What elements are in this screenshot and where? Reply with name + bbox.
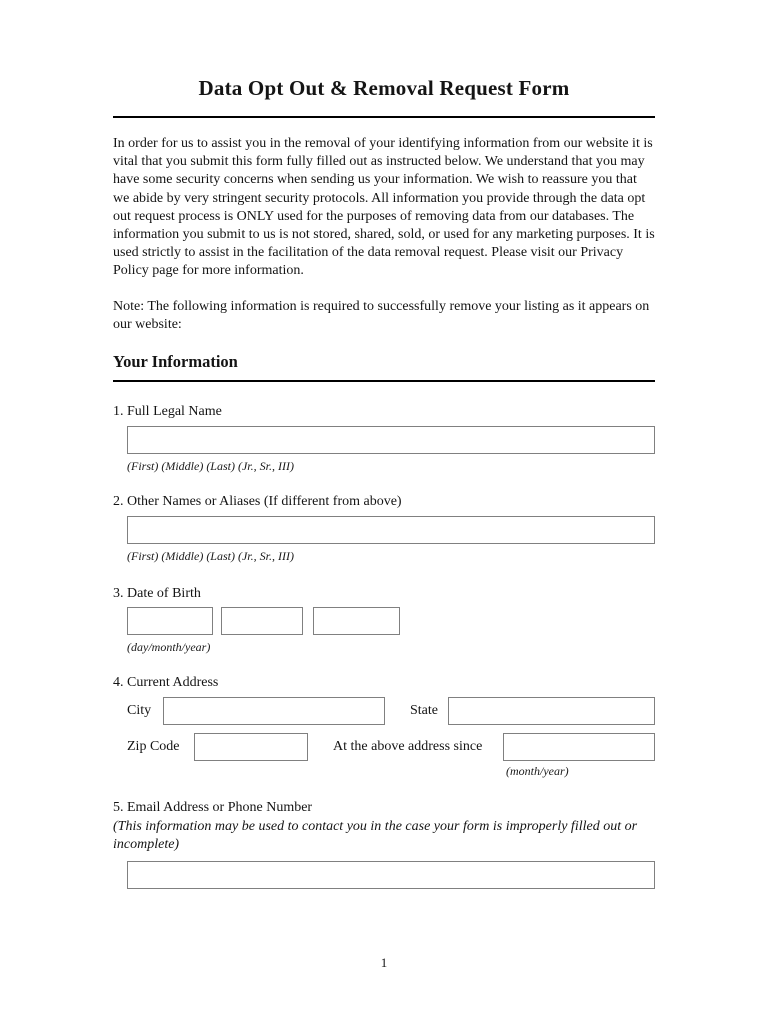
section-divider — [113, 380, 655, 382]
page-title: Data Opt Out & Removal Request Form — [198, 76, 570, 100]
full-legal-name-input[interactable] — [127, 426, 655, 454]
address-since-input[interactable] — [503, 733, 655, 761]
date-of-birth-caption: (day/month/year) — [127, 640, 211, 655]
date-of-birth-row — [127, 607, 655, 635]
other-names-caption: (First) (Middle) (Last) (Jr., Sr., III) — [127, 549, 294, 564]
full-legal-name-label: 1. Full Legal Name — [113, 404, 222, 420]
state-input[interactable] — [448, 697, 655, 725]
zip-since-row — [127, 733, 655, 761]
page-content — [113, 0, 655, 889]
other-names-input[interactable] — [127, 516, 655, 544]
other-names-label: 2. Other Names or Aliases (If different from above) — [113, 494, 402, 510]
contact-input[interactable] — [127, 861, 655, 889]
address-since-caption: (month/year) — [506, 764, 569, 779]
intro-paragraph: In order for us to assist you in the removal of your identifying information from our website it is vital that you submit this form fully filled out as instructed below. We understand that you may have some security concerns when sending us your information. We wish to reassure you that we abide by very stringent security protocols. All information you provide through the data opt out request process is ONLY used for the purposes of removing data from our databases. The information you submit to us is not stored, shared, sold, or used for any marketing purposes. It is used strictly to assist in the facilitation of the data removal request. Please visit our Privacy Policy page for more information. — [113, 136, 655, 279]
dob-month-input[interactable] — [221, 607, 303, 635]
contact-note: (This information may be used to contact you in the case your form is improperly filled out or incomplete) — [113, 819, 638, 853]
note-paragraph: Note: The following information is required to successfully remove your listing as it appears on our website: — [113, 298, 650, 332]
date-of-birth-label: 3. Date of Birth — [113, 586, 201, 602]
zip-code-label: Zip Code — [127, 739, 180, 755]
city-label: City — [127, 703, 152, 719]
zip-code-input[interactable] — [194, 733, 308, 761]
city-state-row — [127, 697, 655, 725]
current-address-label: 4. Current Address — [113, 675, 219, 691]
dob-day-input[interactable] — [127, 607, 213, 635]
state-label: State — [410, 703, 438, 719]
section-heading-your-information: Your Information — [113, 352, 238, 372]
page-number: 1 — [380, 955, 388, 970]
dob-year-input[interactable] — [313, 607, 400, 635]
contact-label: 5. Email Address or Phone Number — [113, 800, 313, 816]
title-divider — [113, 116, 655, 118]
city-input[interactable] — [163, 697, 385, 725]
full-legal-name-caption: (First) (Middle) (Last) (Jr., Sr., III) — [127, 459, 294, 474]
address-since-label: At the above address since — [333, 739, 483, 755]
